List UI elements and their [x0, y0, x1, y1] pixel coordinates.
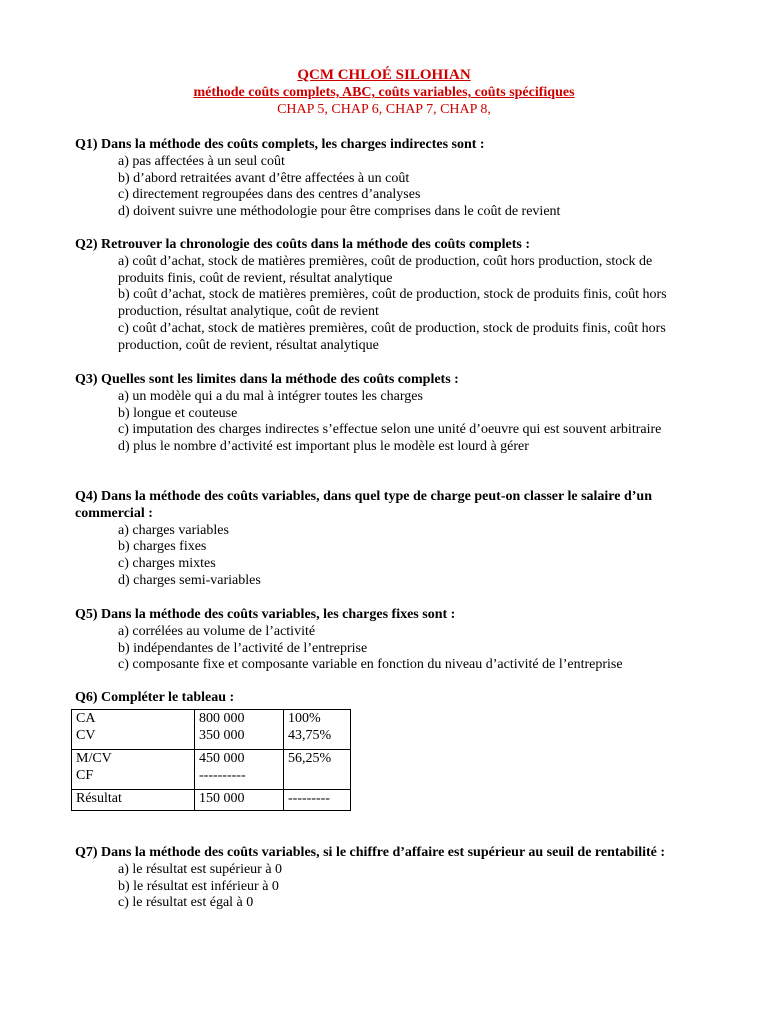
document-title: QCM CHLOÉ SILOHIAN	[297, 67, 471, 83]
option: b) d’abord retraitées avant d’être affectées à un coût	[118, 170, 410, 186]
table-row	[72, 710, 351, 750]
table-cell	[72, 750, 195, 790]
option: c) composante fixe et composante variable en fonction du niveau d’activité de l’entreprise	[118, 657, 623, 673]
table-cell	[195, 750, 284, 790]
table-row	[72, 790, 351, 811]
table-cell	[284, 790, 351, 811]
question-7	[75, 845, 695, 912]
cell-line: 100%	[288, 711, 321, 726]
option: a) corrélées au volume de l’activité	[118, 623, 316, 639]
cell-line: 450 000	[199, 751, 245, 766]
option: a) charges variables	[118, 522, 229, 538]
cell-line: 800 000	[199, 711, 245, 726]
question-7-options	[75, 862, 695, 912]
cell-line: 150 000	[199, 791, 245, 806]
question-5-options	[75, 624, 695, 674]
question-2	[75, 237, 695, 355]
cell-line: ---------	[288, 791, 330, 806]
option: c) charges mixtes	[118, 556, 216, 572]
table-cell	[195, 710, 284, 750]
document-subtitle: méthode coûts complets, ABC, coûts variables, coûts spécifiques	[193, 85, 575, 100]
cell-line: ----------	[199, 767, 246, 783]
cell-line: CA	[76, 711, 96, 726]
cell-line: CF	[76, 767, 94, 783]
question-4	[75, 489, 695, 590]
question-6-text: Q6) Compléter le tableau :	[75, 690, 235, 705]
question-3-options	[75, 389, 695, 456]
question-2-options	[75, 254, 695, 355]
cell-line: 43,75%	[288, 727, 332, 743]
option: a) le résultat est supérieur à 0	[118, 861, 283, 877]
question-1	[75, 137, 695, 221]
cell-line: CV	[76, 727, 96, 743]
option: a) un modèle qui a du mal à intégrer toutes les charges	[118, 388, 423, 404]
cell-line: 350 000	[199, 727, 245, 743]
table-cell	[284, 710, 351, 750]
question-7-text: Q7) Dans la méthode des coûts variables, si le chiffre d’affaire est supérieur au seuil de rentabilité :	[75, 845, 666, 860]
question-4-options	[75, 523, 695, 590]
question-3	[75, 372, 695, 456]
option: b) charges fixes	[118, 539, 207, 555]
question-1-text: Q1) Dans la méthode des coûts complets, les charges indirectes sont :	[75, 137, 485, 152]
question-2-text: Q2) Retrouver la chronologie des coûts dans la méthode des coûts complets :	[75, 237, 530, 252]
cell-line: Résultat	[76, 791, 122, 806]
question-5	[75, 607, 695, 674]
question-1-options	[75, 154, 695, 221]
q6-table	[71, 709, 351, 811]
option: c) coût d’achat, stock de matières premières, coût de production, stock de produits finis, coût hors production, coût de revient, résultat analytique	[118, 320, 666, 353]
document-header	[0, 67, 768, 118]
question-3-text: Q3) Quelles sont les limites dans la méthode des coûts complets :	[75, 372, 459, 387]
option: c) le résultat est égal à 0	[118, 895, 254, 911]
table-row	[72, 750, 351, 790]
table-cell	[72, 710, 195, 750]
option: b) longue et couteuse	[118, 405, 238, 421]
option: b) coût d’achat, stock de matières premières, coût de production, stock de produits finis, coût hors production, résultat analytique, coût de revient	[118, 287, 667, 320]
option: d) charges semi-variables	[118, 572, 261, 588]
option: b) indépendantes de l’activité de l’entreprise	[118, 640, 368, 656]
option: a) pas affectées à un seul coût	[118, 153, 285, 169]
option: d) plus le nombre d’activité est important plus le modèle est lourd à gérer	[118, 439, 529, 455]
option: b) le résultat est inférieur à 0	[118, 878, 279, 894]
cell-line: 56,25%	[288, 751, 332, 766]
table-cell	[72, 790, 195, 811]
question-4-text: Q4) Dans la méthode des coûts variables, dans quel type de charge peut-on classer le salaire d’un commercial :	[75, 489, 652, 521]
table-cell	[284, 750, 351, 790]
question-5-text: Q5) Dans la méthode des coûts variables, les charges fixes sont :	[75, 607, 456, 622]
option: d) doivent suivre une méthodologie pour être comprises dans le coût de revient	[118, 204, 561, 220]
document-chapters: CHAP 5, CHAP 6, CHAP 7, CHAP 8,	[277, 102, 491, 117]
table-cell	[195, 790, 284, 811]
cell-line: M/CV	[76, 751, 112, 766]
option: a) coût d’achat, stock de matières premières, coût de production, coût hors production, stock de produits finis, coût de revient, résultat analytique	[118, 253, 653, 286]
option: c) directement regroupées dans des centres d’analyses	[118, 187, 421, 203]
option: c) imputation des charges indirectes s’effectue selon une unité d’oeuvre qui est souvent arbitraire	[118, 422, 662, 438]
question-6	[75, 690, 695, 707]
